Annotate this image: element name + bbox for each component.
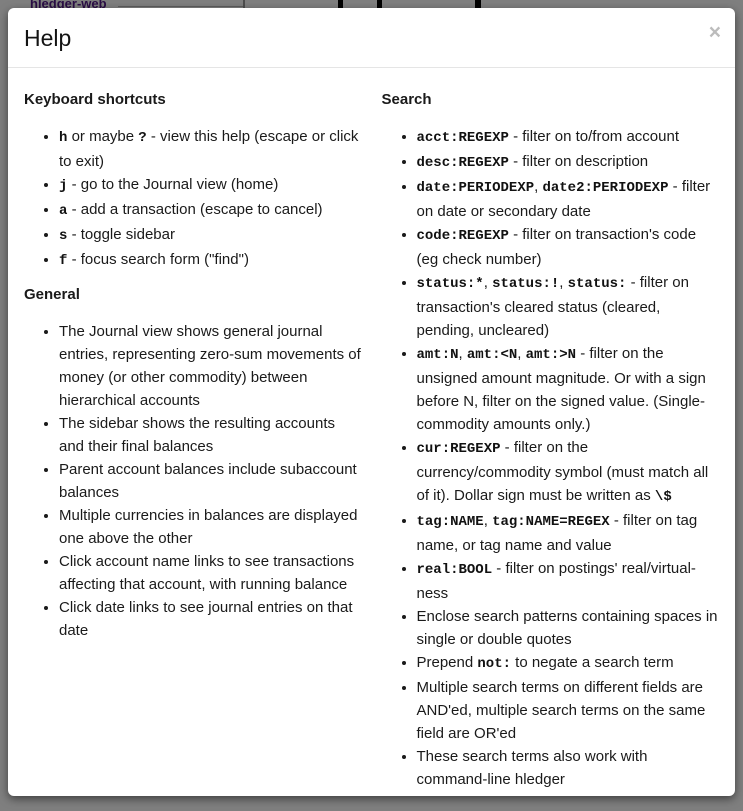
section-heading-search: Search [381, 91, 432, 108]
text-segment: The sidebar shows the resulting accounts and their final balances [59, 415, 335, 455]
text-segment: Enclose search patterns containing spaces in single or double quotes [416, 608, 718, 648]
code-term: amt:<N [466, 347, 518, 363]
list-item [417, 557, 720, 605]
section-heading-general: General [24, 286, 80, 303]
text-segment: , [559, 274, 568, 291]
code-term: s [59, 228, 68, 244]
list-item [59, 412, 362, 458]
list-item [417, 605, 720, 651]
modal-body [8, 68, 735, 796]
text-segment: - filter on date or secondary date [416, 178, 711, 220]
text-segment: , [483, 512, 493, 529]
code-term: \$ [654, 489, 672, 505]
code-term: h [59, 130, 68, 146]
search-terms-list [382, 125, 720, 791]
text-segment: - filter on to/from account [508, 128, 679, 145]
list-item [59, 320, 362, 412]
code-term: a [59, 203, 68, 219]
text-segment: Click account name links to see transactions affecting that account, with running balance [59, 553, 355, 593]
text-segment: , [458, 345, 467, 362]
list-item [59, 198, 362, 223]
text-segment: - filter on description [508, 153, 649, 170]
text-segment: , [534, 178, 543, 195]
code-term: not: [477, 656, 511, 672]
help-modal [8, 8, 735, 796]
text-segment: - filter on the unsigned amount magnitude. Or with a sign before N, filter on the signed value. (Single-commodity amounts only.) [416, 345, 706, 433]
text-segment: Multiple currencies in balances are displayed one above the other [59, 507, 358, 547]
keyboard-shortcuts-list [24, 125, 362, 273]
text-segment: - toggle sidebar [67, 226, 175, 243]
list-item [59, 223, 362, 248]
list-item [59, 504, 362, 550]
code-term: status: [567, 276, 627, 292]
code-term: amt:N [416, 347, 459, 363]
text-segment: - add a transaction (escape to cancel) [67, 201, 323, 218]
help-column-left [24, 82, 362, 796]
code-term: tag:NAME=REGEX [492, 514, 610, 530]
list-item [417, 676, 720, 745]
help-column-right [382, 82, 720, 796]
text-segment: - filter on tag name, or tag name and value [416, 512, 698, 554]
text-segment: Prepend [416, 654, 478, 671]
code-term: ? [138, 130, 147, 146]
text-segment: or maybe [67, 128, 139, 145]
text-segment: - filter on postings' real/virtual-ness [416, 560, 696, 602]
list-item [417, 342, 720, 436]
code-term: amt:>N [525, 347, 577, 363]
code-term: date:PERIODEXP [416, 180, 535, 196]
text-segment: - go to the Journal view (home) [67, 176, 279, 193]
list-item [417, 271, 720, 342]
code-term: acct:REGEXP [416, 130, 509, 146]
list-item [59, 173, 362, 198]
list-item [59, 596, 362, 642]
general-list [24, 320, 362, 642]
text-segment: - filter on transaction's cleared status (cleared, pending, uncleared) [416, 274, 689, 339]
text-segment: - view this help (escape or click to exit) [59, 128, 359, 170]
text-segment: to negate a search term [511, 654, 674, 671]
code-term: desc:REGEXP [416, 155, 509, 171]
list-item [417, 745, 720, 791]
text-segment: - filter on transaction's code (eg check number) [416, 226, 697, 268]
code-term: date2:PERIODEXP [542, 180, 669, 196]
code-term: status:! [492, 276, 560, 292]
close-icon[interactable]: × [708, 21, 721, 44]
list-item [59, 248, 362, 273]
text-segment: , [483, 274, 493, 291]
list-item [417, 436, 720, 509]
code-term: tag:NAME [416, 514, 484, 530]
code-term: cur:REGEXP [416, 441, 501, 457]
code-term: j [59, 178, 68, 194]
modal-header [8, 8, 735, 68]
text-segment: - filter on the currency/commodity symbol (must match all of it). Dollar sign must be written as [416, 439, 709, 504]
code-term: real:BOOL [416, 562, 493, 578]
code-term: status:* [416, 276, 484, 292]
text-segment: - focus search form ("find") [67, 251, 249, 268]
text-segment: Multiple search terms on different fields are AND'ed, multiple search terms on the same field are OR'ed [416, 679, 706, 742]
list-item [417, 150, 720, 175]
text-segment: The Journal view shows general journal entries, representing zero-sum movements of money (or other commodity) between hierarchical accounts [59, 323, 361, 409]
list-item [417, 125, 720, 150]
code-term: code:REGEXP [416, 228, 509, 244]
text-segment: These search terms also work with command-line hledger [416, 748, 648, 788]
code-term: f [59, 253, 68, 269]
list-item [59, 458, 362, 504]
section-heading-keyboard-shortcuts: Keyboard shortcuts [24, 91, 166, 108]
list-item [417, 175, 720, 223]
list-item [417, 509, 720, 557]
text-segment: Click date links to see journal entries on that date [59, 599, 353, 639]
list-item [417, 223, 720, 271]
list-item [417, 651, 720, 676]
text-segment: , [517, 345, 526, 362]
list-item [59, 550, 362, 596]
text-segment: Parent account balances include subaccount balances [59, 461, 357, 501]
list-item [59, 125, 362, 173]
modal-title: Help [24, 25, 72, 51]
